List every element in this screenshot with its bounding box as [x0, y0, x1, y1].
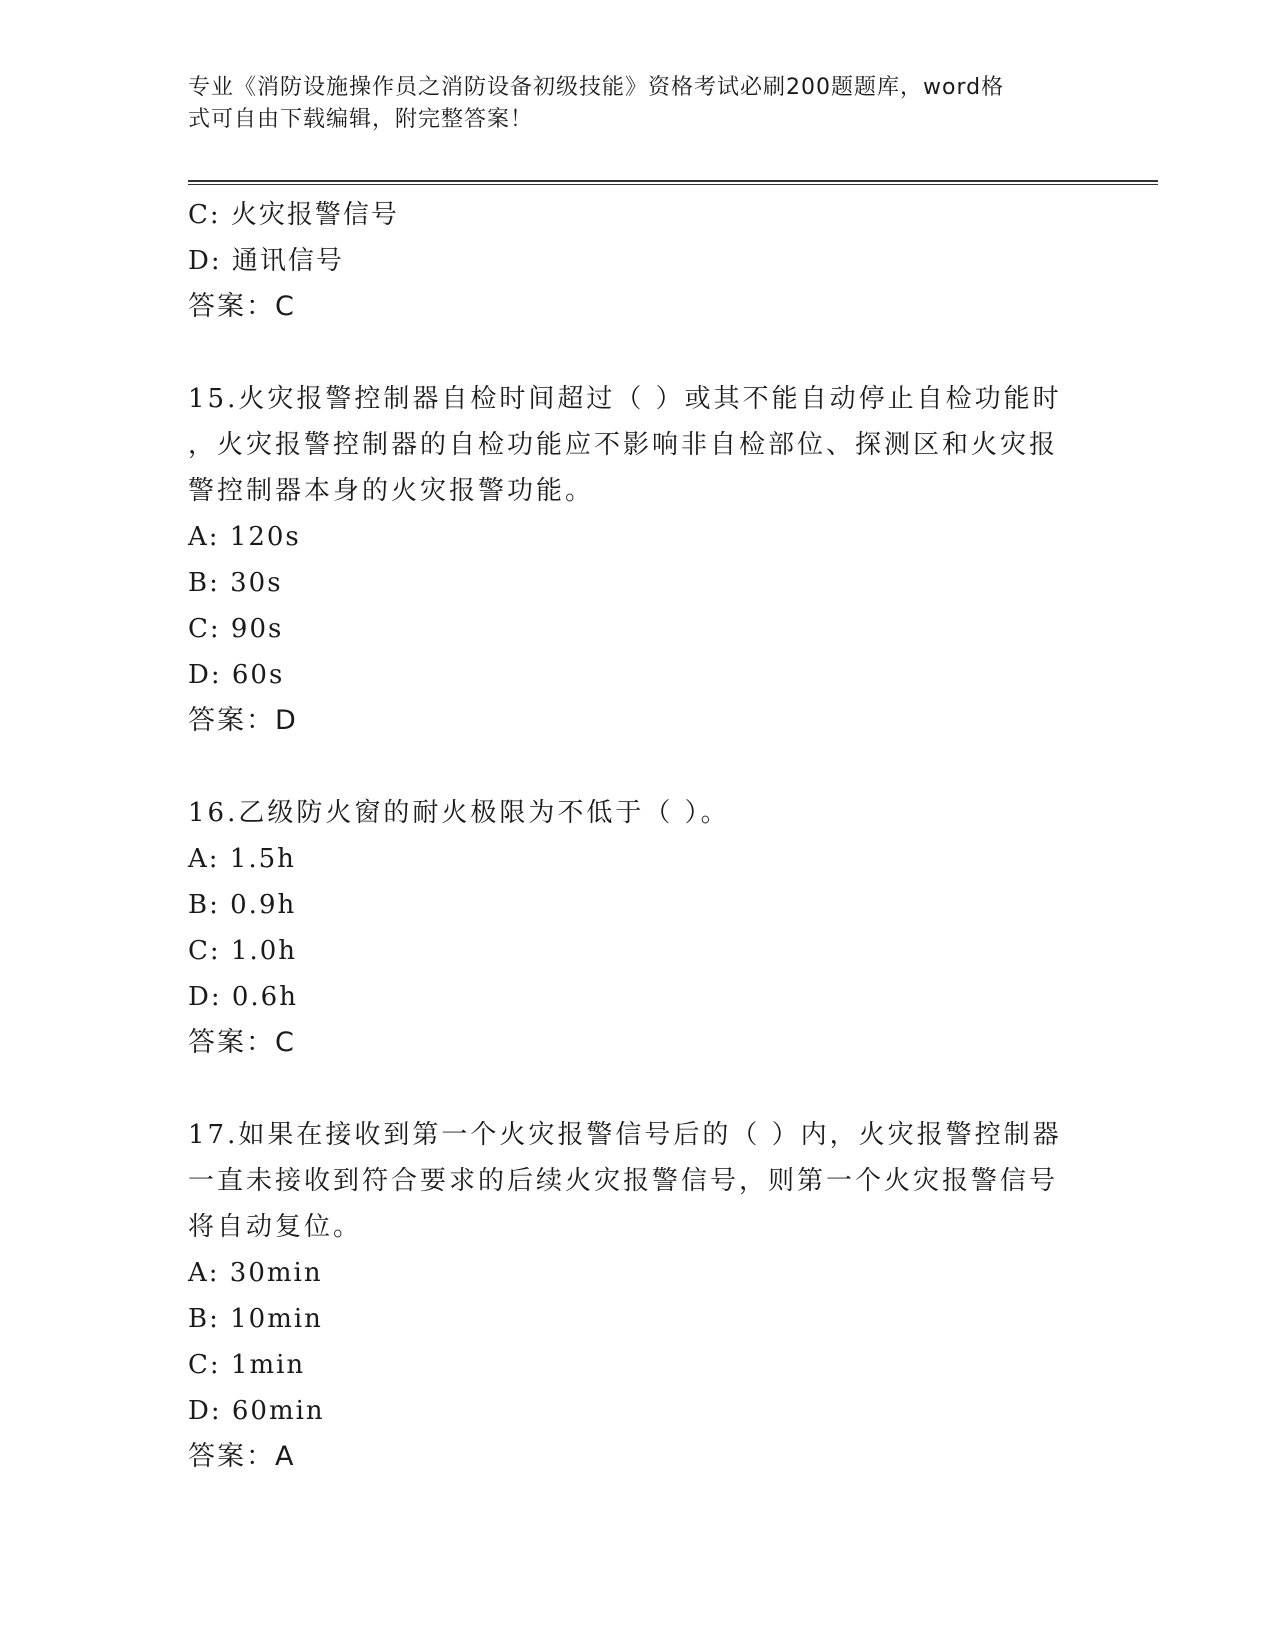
question-15	[188, 376, 1088, 744]
question-line: 一直未接收到符合要求的后续火灾报警信号，则第一个火灾报警信号	[188, 1166, 1059, 1196]
question-list	[188, 192, 1088, 1480]
option-b: B: 0.9h	[188, 890, 297, 920]
question-16	[188, 790, 1088, 1066]
option-c: C: 火灾报警信号	[188, 200, 399, 230]
answer: 答案：D	[188, 705, 298, 736]
question-14-tail	[188, 192, 1088, 330]
answer: 答案：C	[188, 291, 296, 322]
question-line: 16.乙级防火窗的耐火极限为不低于（ ）。	[188, 798, 730, 828]
question-line: 警控制器本身的火灾报警功能。	[188, 476, 595, 506]
question-line: 15.火灾报警控制器自检时间超过（ ）或其不能自动停止自检功能时	[188, 384, 1062, 414]
header-divider-thick	[188, 180, 1158, 182]
option-a: A: 30min	[188, 1258, 323, 1288]
option-d: D: 60s	[188, 660, 285, 690]
question-line: 17.如果在接收到第一个火灾报警信号后的（ ）内，火灾报警控制器	[188, 1120, 1062, 1150]
option-b: B: 30s	[188, 568, 283, 598]
header-line-2: 式可自由下载编辑，附完整答案！	[188, 107, 534, 132]
option-c: C: 90s	[188, 614, 284, 644]
option-a: A: 1.5h	[188, 844, 296, 874]
option-a: A: 120s	[188, 522, 301, 552]
question-text	[188, 1112, 1088, 1250]
header-divider-thin	[188, 184, 1158, 185]
question-17	[188, 1112, 1088, 1480]
option-c: C: 1min	[188, 1350, 306, 1380]
option-d: D: 0.6h	[188, 982, 298, 1012]
question-line: ，火灾报警控制器的自检功能应不影响非自检部位、探测区和火灾报	[188, 430, 1059, 460]
option-b: B: 10min	[188, 1304, 323, 1334]
answer: 答案：C	[188, 1027, 296, 1058]
header-line-1: 专业《消防设施操作员之消防设备初级技能》资格考试必刷200题题库，word格	[188, 75, 1005, 100]
question-text	[188, 376, 1088, 514]
option-d: D: 60min	[188, 1396, 325, 1426]
answer: 答案：A	[188, 1441, 296, 1472]
document-header	[188, 72, 1068, 136]
question-text	[188, 790, 1088, 836]
option-c: C: 1.0h	[188, 936, 298, 966]
question-line: 将自动复位。	[188, 1212, 363, 1242]
option-d: D: 通讯信号	[188, 246, 344, 276]
